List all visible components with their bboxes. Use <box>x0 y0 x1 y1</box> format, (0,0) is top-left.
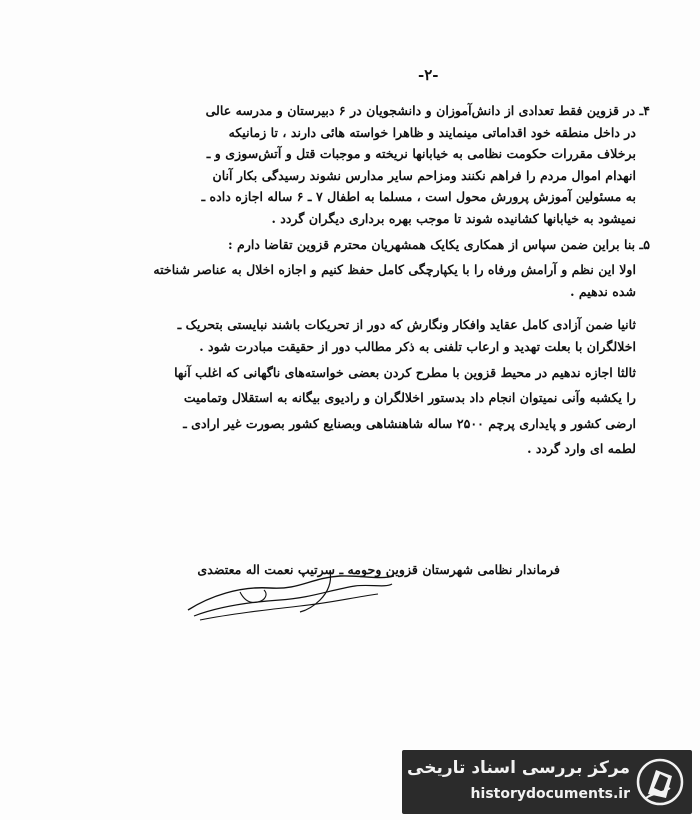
document-archive-logo-icon <box>636 758 684 806</box>
body-line-1: ۴ـ در قزوین فقط تعدادی از دانش‌آموزان و دانشجویان در ۶ دبیرستان و مدرسه عالی <box>205 103 650 118</box>
body-line-14: ارضی کشور و پایداری پرچم ۲۵۰۰ ساله شاهنشاهی وبصنایع کشور بصورت غیر ارادی ـ <box>183 415 636 431</box>
body-line-6: نمیشود به خیابانها کشانیده شوند تا موجب بهره برداری دیگران گردد . <box>271 210 636 226</box>
body-line-5: به مسئولین آموزش پرورش محول است ، مسلما به اطفال ۷ ـ ۶ ساله اجازه داده ـ <box>201 189 636 205</box>
body-line-9: شده ندهیم . <box>570 283 636 299</box>
archive-watermark <box>402 750 692 814</box>
page-number: -۲- <box>418 66 439 84</box>
body-line-3: برخلاف مقررات حکومت نظامی به خیابانها نریخته و موجبات قتل و آتش‌سوزی و ـ <box>206 146 636 162</box>
body-line-10: ثانیا ضمن آزادی کامل عقاید وافکار ونگارش که دور از تحریکات باشند نبایستی بتحریک ـ <box>177 317 636 333</box>
body-line-12: ثالثا اجازه ندهیم در محیط قزوین با مطرح کردن بعضی خواسته‌های ناگهانی که اغلب آنها <box>174 364 636 380</box>
watermark-title: مرکز بررسی اسناد تاریخی <box>407 758 630 778</box>
body-line-7: ۵ـ بنا براین ضمن سپاس از همکاری یکایک همشهریان محترم قزوین تقاضا دارم : <box>227 236 650 252</box>
body-line-4: انهدام اموال مردم را فراهم نکنند ومزاحم سایر مدارس نشوند رسیدگی بکار آنان <box>212 167 636 183</box>
body-line-8: اولا این نظم و آرامش ورفاه را با یکپارچگی کامل حفظ کنیم و اجازه اخلال به عناصر شناخته <box>153 262 636 278</box>
document-body <box>45 100 650 460</box>
signatory-line: فرماندار نظامی شهرستان قزوین وحومه ـ سرتیپ نعمت اله معتضدی <box>197 562 560 577</box>
body-line-15: لطمه ای وارد گردد . <box>527 441 636 457</box>
handwritten-signature <box>180 566 400 626</box>
body-line-2: در داخل منطقه خود اقداماتی مینمایند و ظاهرا خواسته هائی دارند ، تا زمانیکه <box>228 124 636 140</box>
body-line-11: اخلالگران با بعلت تهدید و ارعاب تلفنی به ذکر مطالب دور از حقیقت مبادرت شود . <box>199 338 636 354</box>
body-line-13: را یکشبه وآنی نمیتوان انجام داد بدستور اخلالگران و رادیوی بیگانه به استقلال وتمامیت <box>183 390 636 406</box>
watermark-url: historydocuments.ir <box>470 786 630 802</box>
